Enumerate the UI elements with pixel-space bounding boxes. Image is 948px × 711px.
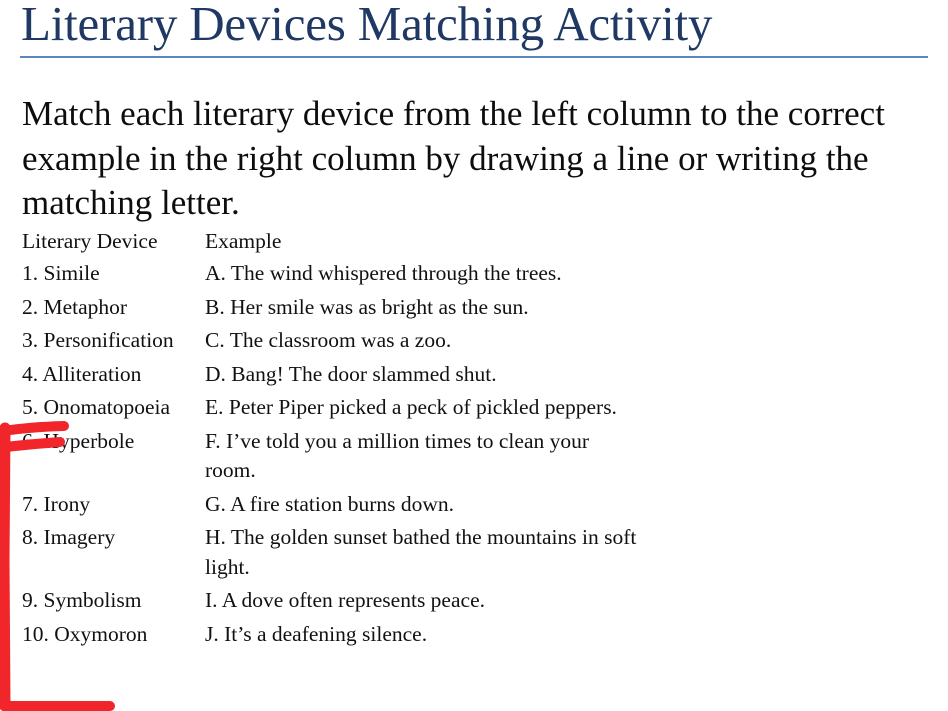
device-cell: 10. Oxymoron (22, 621, 148, 646)
device-cell: 3. Personification (22, 328, 174, 352)
column-header-example: Example (205, 229, 282, 253)
example-cell: E. Peter Piper picked a peck of pickled peppers. (205, 395, 617, 419)
table-header-row (22, 226, 645, 259)
column-header-device: Literary Device (22, 229, 158, 253)
device-cell: 5. Onomatopoeia (22, 395, 171, 419)
table-row (22, 259, 645, 289)
table-row (22, 360, 645, 390)
device-cell: 7. Irony (22, 491, 91, 516)
device-cell: 1. Simile (22, 261, 100, 285)
table-row (22, 586, 645, 616)
example-cell: D. Bang! The door slammed shut. (205, 361, 497, 386)
device-cell: 4. Alliteration (22, 361, 142, 386)
example-cell: H. The golden sunset bathed the mountains in soft light. (205, 525, 637, 579)
page-title: Literary Devices Matching Activity (21, 0, 713, 51)
device-cell: 6. Hyperbole (22, 428, 135, 453)
example-cell: J. It’s a deafening silence. (205, 621, 428, 646)
example-cell: F. I’ve told you a million times to clean your room. (205, 428, 590, 482)
device-cell: 9. Symbolism (22, 588, 142, 612)
table-row (22, 293, 645, 323)
table-row (22, 326, 645, 356)
table-row (22, 393, 645, 423)
table-row (22, 620, 645, 650)
device-cell: 2. Metaphor (22, 294, 128, 319)
matching-table (22, 226, 645, 653)
instructions-paragraph: Match each literary device from the left column to the correct example in the right column by drawing a line or writing the matching letter. (22, 94, 885, 222)
table-row (22, 490, 645, 520)
table-row (22, 427, 645, 486)
example-cell: A. The wind whispered through the trees. (205, 261, 562, 285)
example-cell: I. A dove often represents peace. (205, 588, 485, 612)
example-cell: C. The classroom was a zoo. (205, 328, 452, 352)
device-cell: 8. Imagery (22, 525, 116, 549)
table-row (22, 523, 645, 582)
example-cell: G. A fire station burns down. (205, 491, 455, 516)
title-divider (20, 56, 928, 58)
example-cell: B. Her smile was as bright as the sun. (205, 294, 529, 319)
annotation-stroke-vertical (4, 428, 5, 706)
